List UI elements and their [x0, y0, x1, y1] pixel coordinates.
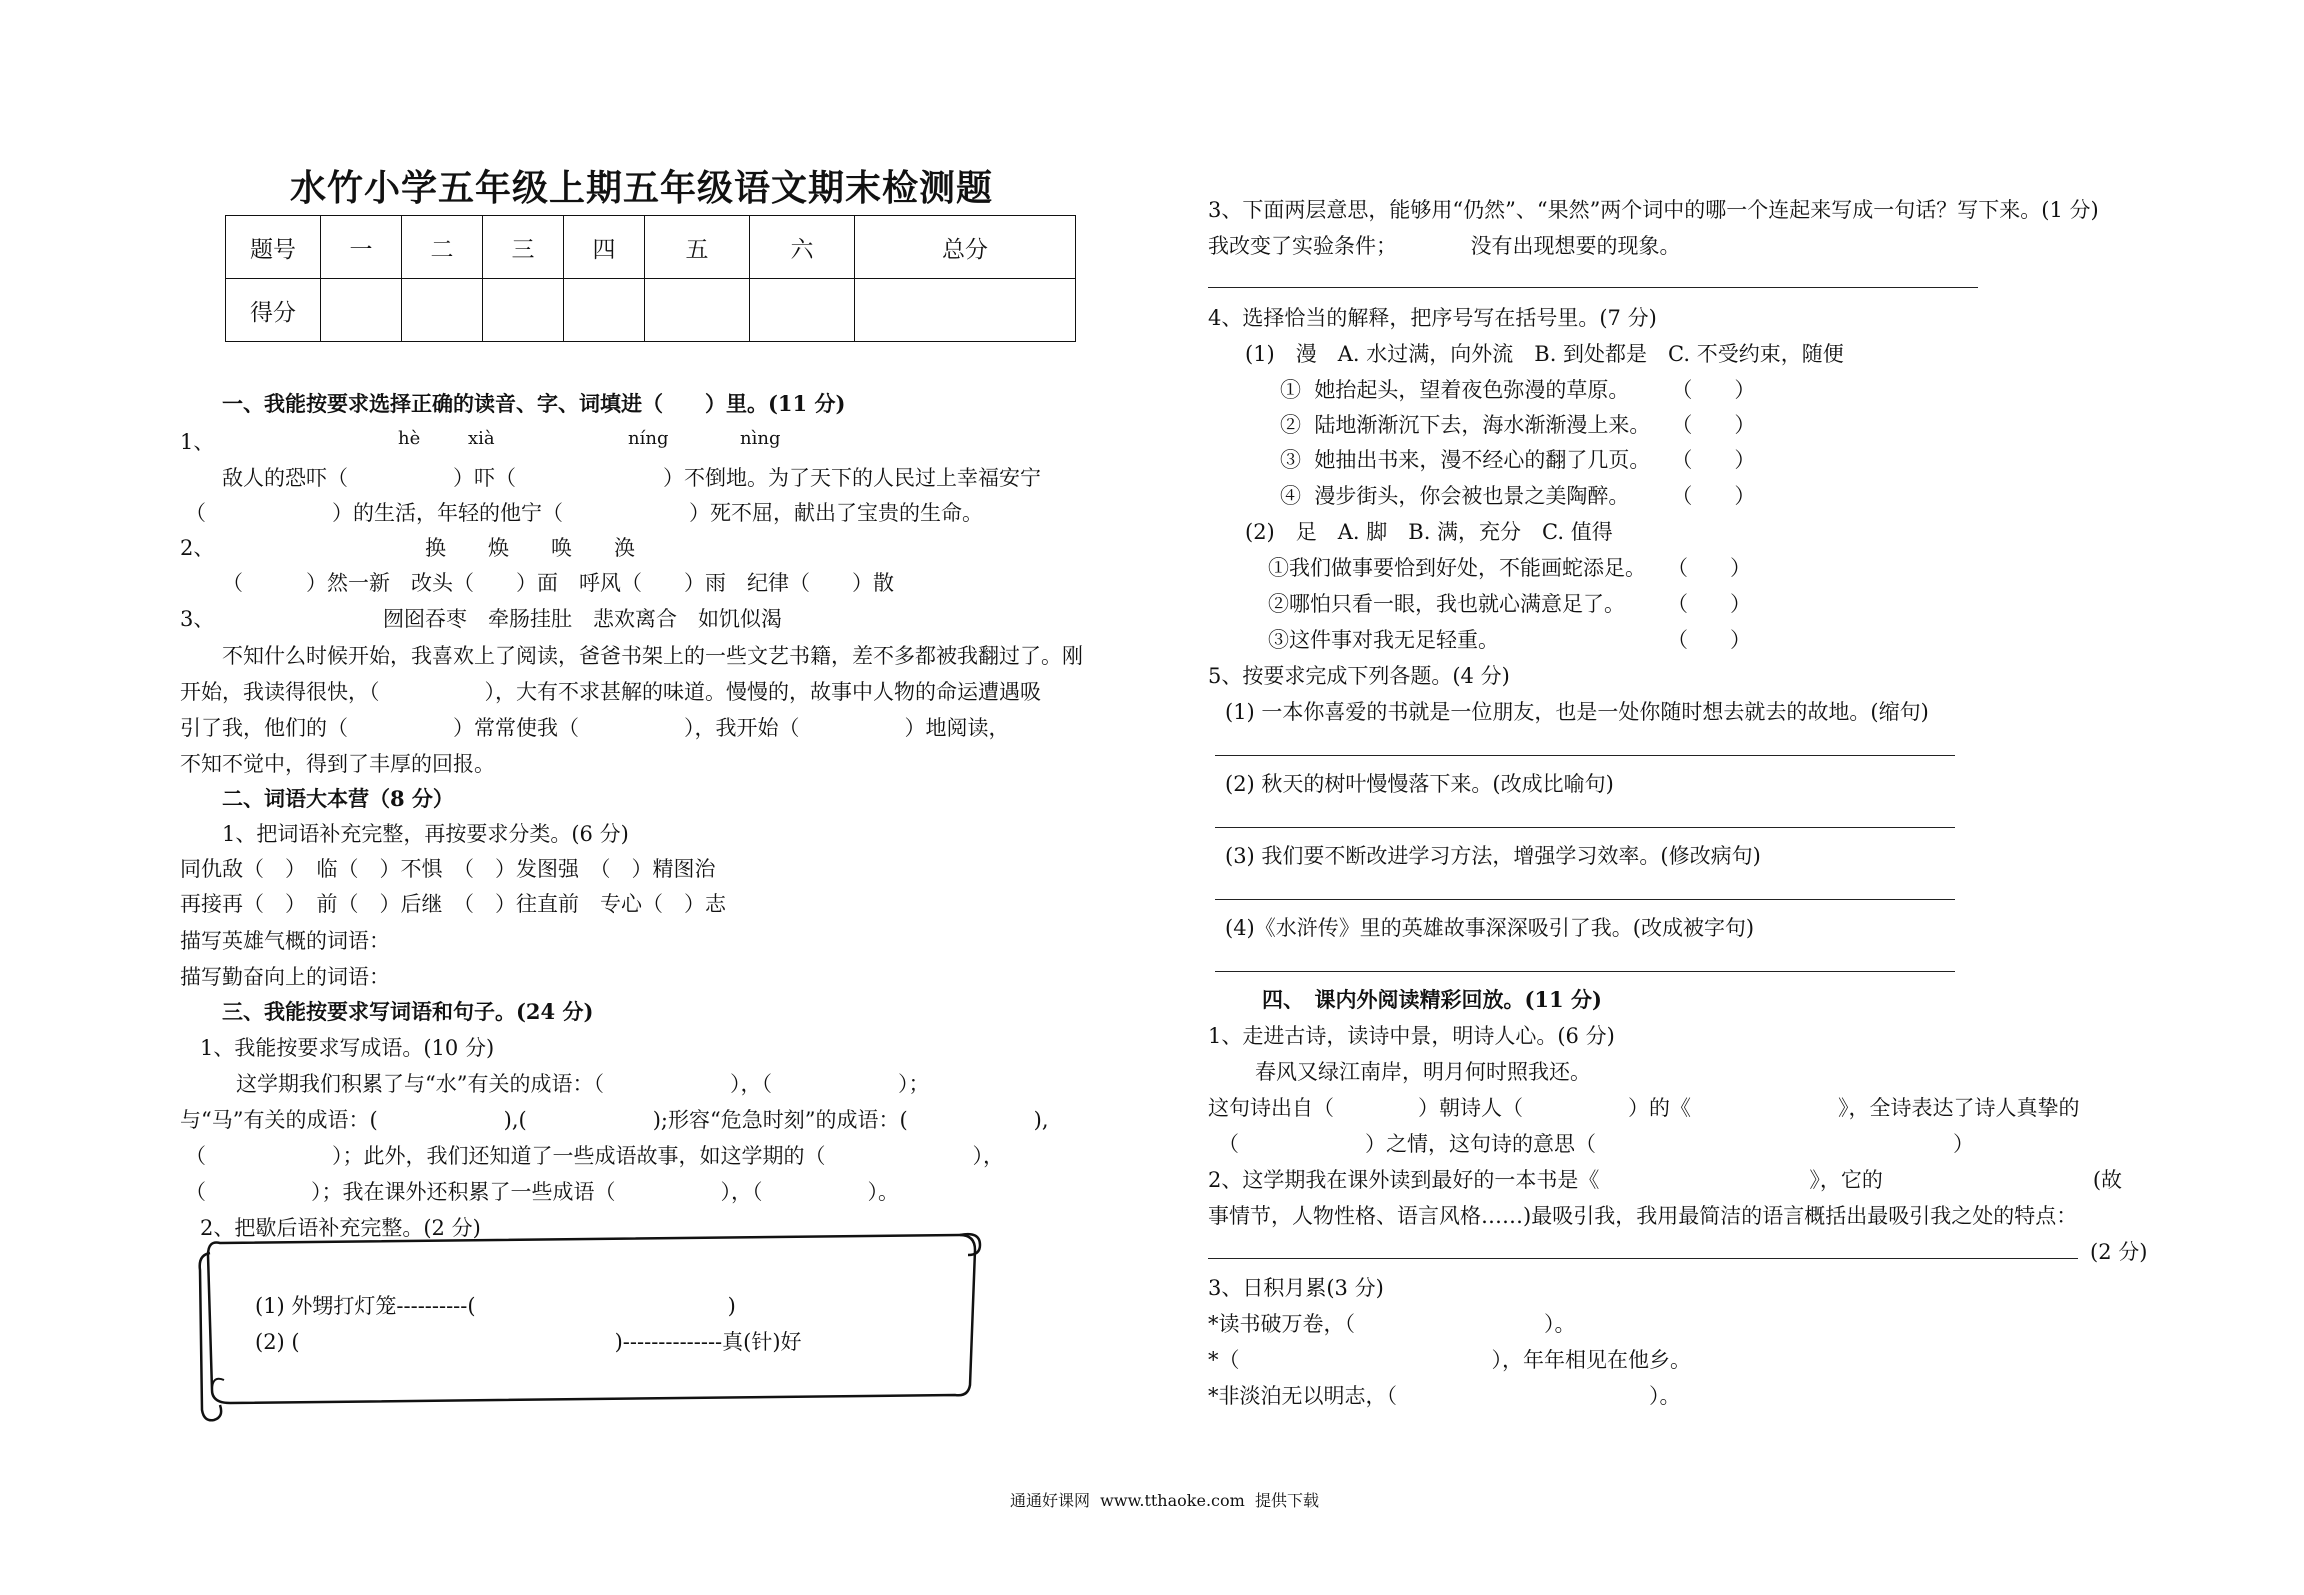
- score-header-cell: 一: [321, 216, 402, 279]
- score-cell: [321, 279, 402, 342]
- score-header-cell: 六: [750, 216, 855, 279]
- pinyin: níng: [628, 428, 669, 449]
- question-text: 我改变了实验条件； 没有出现想要的现象。: [1208, 234, 1681, 258]
- score-header-cell: 五: [645, 216, 750, 279]
- question-text: 与“马”有关的成语：( ),( );形容“危急时刻”的成语：( ),: [180, 1108, 1049, 1132]
- question-number: 2、: [180, 536, 215, 560]
- question-text: (4)《水浒传》里的英雄故事深深吸引了我。(改成被字句): [1225, 916, 1755, 940]
- score-cell: [402, 279, 483, 342]
- score-table: [225, 215, 1076, 342]
- question-text: （ ）；此外，我们还知道了一些成语故事，如这学期的（ ），: [185, 1144, 1004, 1168]
- section-4-heading: 四、 课内外阅读精彩回放。(11 分): [1262, 987, 1602, 1012]
- question-text: 不知什么时候开始，我喜欢上了阅读，爸爸书架上的一些文艺书籍，差不多都被我翻过了。刚: [222, 644, 1083, 668]
- pinyin: hè: [398, 428, 421, 449]
- question-text: 3、日积月累(3 分): [1208, 1276, 1384, 1300]
- answer-line: [1208, 1258, 2078, 1259]
- question-text: 1、把词语补充完整，再按要求分类。(6 分): [222, 822, 629, 846]
- question-text: 4、选择恰当的解释，把序号写在括号里。(7 分): [1208, 306, 1657, 330]
- pinyin: xià: [468, 428, 495, 449]
- score-header-cell: 二: [402, 216, 483, 279]
- pinyin: nìng: [740, 428, 781, 449]
- question-text: *读书破万卷，（ ）。: [1208, 1312, 1576, 1336]
- question-text: ② 陆地渐渐沉下去，海水渐渐漫上来。 （ ）: [1280, 413, 1756, 437]
- poem-line: 春风又绿江南岸，明月何时照我还。: [1255, 1060, 1591, 1084]
- question-text: (3) 我们要不断改进学习方法，增强学习效率。(修改病句): [1225, 844, 1761, 868]
- page-title: 水竹小学五年级上期五年级语文期末检测题: [290, 167, 994, 209]
- question-number: 3、: [180, 607, 215, 631]
- score-header-cell: 题号: [226, 216, 321, 279]
- question-text: 引了我，他们的（ ）常常使我（ ），我开始（ ）地阅读，: [180, 716, 1010, 740]
- question-text: 描写勤奋向上的词语：: [180, 965, 390, 989]
- answer-line: [1208, 287, 1978, 288]
- question-text: ②哪怕只看一眼，我也就心满意足了。 （ ）: [1268, 592, 1751, 616]
- score-cell: [855, 279, 1076, 342]
- scroll-line: (2) ( )--------------真(针)好: [255, 1330, 802, 1354]
- question-text: （ ）之情，这句诗的意思（ ）: [1218, 1132, 1974, 1156]
- question-text: 2、把歇后语补充完整。(2 分): [200, 1216, 481, 1240]
- section-2-heading: 二、词语大本营（8 分）: [222, 786, 454, 811]
- question-text: 同仇敌（ ） 临（ ）不惧 （ ）发图强 （ ）精图治: [180, 857, 716, 881]
- score-header-cell: 四: [564, 216, 645, 279]
- question-text: ① 她抬起头，望着夜色弥漫的草原。 （ ）: [1280, 378, 1756, 402]
- question-text: （ ）然一新 改头（ ）面 呼风（ ）雨 纪律（ ）散: [222, 571, 894, 595]
- score-note: (2 分): [2090, 1240, 2148, 1264]
- question-text: ③这件事对我无足轻重。 （ ）: [1268, 628, 1751, 652]
- question-text: ③ 她抽出书来，漫不经心的翻了几页。 （ ）: [1280, 448, 1756, 472]
- score-cell: [645, 279, 750, 342]
- scroll-frame: [190, 1225, 990, 1425]
- question-text: (2) 秋天的树叶慢慢落下来。(改成比喻句): [1225, 772, 1614, 796]
- scroll-line: (1) 外甥打灯笼----------( ): [255, 1294, 736, 1318]
- question-text: 5、按要求完成下列各题。(4 分): [1208, 664, 1510, 688]
- word-choices: 囫囵吞枣 牵肠挂肚 悲欢离合 如饥似渴: [383, 607, 782, 631]
- question-text: 这学期我们积累了与“水”有关的成语：（ ），（ ）；: [236, 1072, 930, 1096]
- answer-line: [1215, 755, 1955, 756]
- question-text: (1) 漫 A. 水过满，向外流 B. 到处都是 C. 不受约束，随便: [1245, 342, 1844, 366]
- question-text: （ ）的生活，年轻的他宁（ ）死不屈，献出了宝贵的生命。: [185, 501, 983, 525]
- question-text: 事情节，人物性格、语言风格……)最吸引我，我用最简洁的语言概括出最吸引我之处的特点：: [1208, 1204, 2078, 1228]
- section-1-heading: 一、我能按要求选择正确的读音、字、词填进（ ）里。(11 分): [222, 391, 846, 416]
- score-table-header-row: [226, 216, 1076, 279]
- score-header-cell: 总分: [855, 216, 1076, 279]
- question-text: (2) 足 A. 脚 B. 满，充分 C. 值得: [1245, 520, 1613, 544]
- word-choices: 换 焕 唤 涣: [425, 536, 635, 560]
- question-text: 不知不觉中，得到了丰厚的回报。: [180, 752, 495, 776]
- score-cell: [483, 279, 564, 342]
- footer-credit: 通通好课网 www.tthaoke.com 提供下载: [1010, 1491, 1319, 1510]
- question-number: 1、: [180, 430, 215, 454]
- score-row-label: 得分: [226, 279, 321, 342]
- question-text: 这句诗出自（ ）朝诗人（ ）的《 》，全诗表达了诗人真挚的: [1208, 1096, 2080, 1120]
- answer-line: [1215, 899, 1955, 900]
- question-text: 3、下面两层意思，能够用“仍然”、“果然”两个词中的哪一个连起来写成一句话？写下来。(1 分): [1208, 198, 2099, 222]
- score-header-cell: 三: [483, 216, 564, 279]
- question-text: 1、走进古诗，读诗中景，明诗人心。(6 分): [1208, 1024, 1615, 1048]
- question-text: 2、这学期我在课外读到最好的一本书是《 》，它的 (故: [1208, 1168, 2123, 1192]
- score-cell: [564, 279, 645, 342]
- answer-line: [1215, 827, 1955, 828]
- question-text: ①我们做事要恰到好处，不能画蛇添足。 （ ）: [1268, 556, 1751, 580]
- question-text: *非淡泊无以明志，（ ）。: [1208, 1384, 1681, 1408]
- question-text: （ ）；我在课外还积累了一些成语（ ），（ ）。: [185, 1180, 899, 1204]
- section-3-heading: 三、我能按要求写词语和句子。(24 分): [222, 999, 594, 1024]
- score-cell: [750, 279, 855, 342]
- question-text: 敌人的恐吓（ ）吓（ ）不倒地。为了天下的人民过上幸福安宁: [222, 466, 1041, 490]
- question-text: (1) 一本你喜爱的书就是一位朋友，也是一处你随时想去就去的故地。(缩句): [1225, 700, 1929, 724]
- question-text: 开始，我读得很快，（ ），大有不求甚解的味道。慢慢的，故事中人物的命运遭遇吸: [180, 680, 1041, 704]
- answer-line: [1215, 971, 1955, 972]
- question-text: *（ ），年年相见在他乡。: [1208, 1348, 1691, 1372]
- question-text: ④ 漫步街头，你会被也景之美陶醉。 （ ）: [1280, 484, 1756, 508]
- question-text: 1、我能按要求写成语。(10 分): [200, 1036, 495, 1060]
- question-text: 再接再（ ） 前（ ）后继 （ ）往直前 专心（ ）志: [180, 892, 726, 916]
- score-table-score-row: [226, 279, 1076, 342]
- question-text: 描写英雄气概的词语：: [180, 929, 390, 953]
